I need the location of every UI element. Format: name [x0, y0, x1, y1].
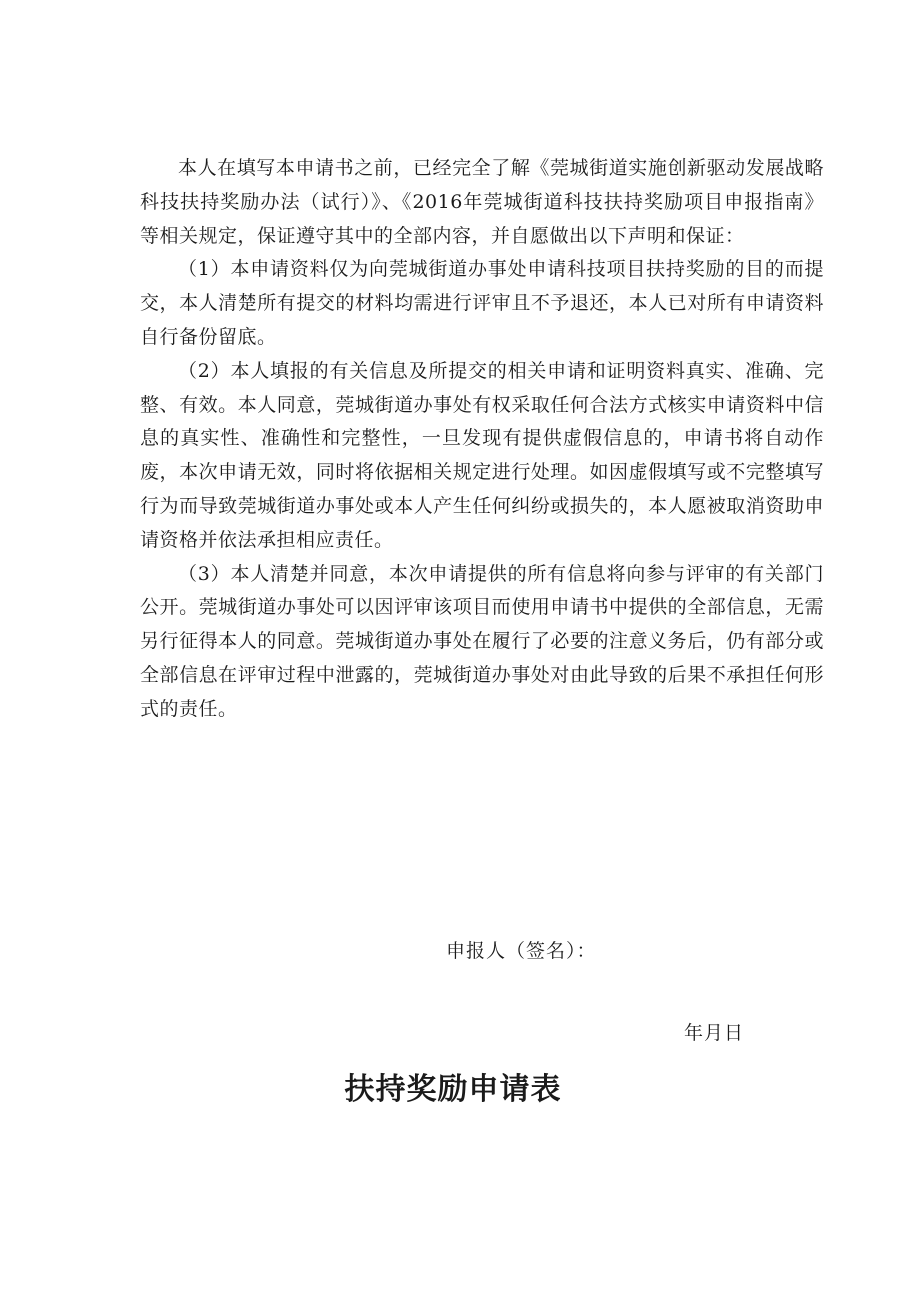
declaration-clause-2: （2）本人填报的有关信息及所提交的相关申请和证明资料真实、准确、完整、有效。本人同意，莞城街道办事处有权采取任何合法方式核实申请资料中信息的真实性、准确性和完整性，一旦发现有提供虚假信息的，申请书将自动作废，本次申请无效，同时将依据相关规定进行处理。如因虚假填写或不完整填写行为而导致莞城街道办事处或本人产生任何纠纷或损失的，本人愿被取消资助申请资格并依法承担相应责任。	[140, 359, 824, 551]
date-label: 年月日	[684, 1022, 745, 1044]
declaration-clause-3: （3）本人清楚并同意，本次申请提供的所有信息将向参与评审的有关部门公开。莞城街道办事处可以因评审该项目而使用申请书中提供的全部信息，无需另行征得本人的同意。莞城街道办事处在履行了必要的注意义务后，仍有部分或全部信息在评审过程中泄露的，莞城街道办事处对由此导致的后果不承担任何形式的责任。	[140, 562, 824, 720]
signature-label: 申报人（签名）：	[446, 940, 597, 962]
declaration-text	[140, 152, 824, 727]
declaration-clause-1: （1）本申请资料仅为向莞城街道办事处申请科技项目扶持奖励的目的而提交，本人清楚所有提交的材料均需进行评审且不予退还，本人已对所有申请资料自行备份留底。	[140, 258, 824, 348]
declaration-intro: 本人在填写本申请书之前，已经完全了解《莞城街道实施创新驱动发展战略科技扶持奖励办法（试行）》、《2016年莞城街道科技扶持奖励项目申报指南》等相关规定，保证遵守其中的全部内容，并自愿做出以下声明和保证：	[140, 157, 824, 247]
form-title: 扶持奖励申请表	[344, 1072, 562, 1107]
